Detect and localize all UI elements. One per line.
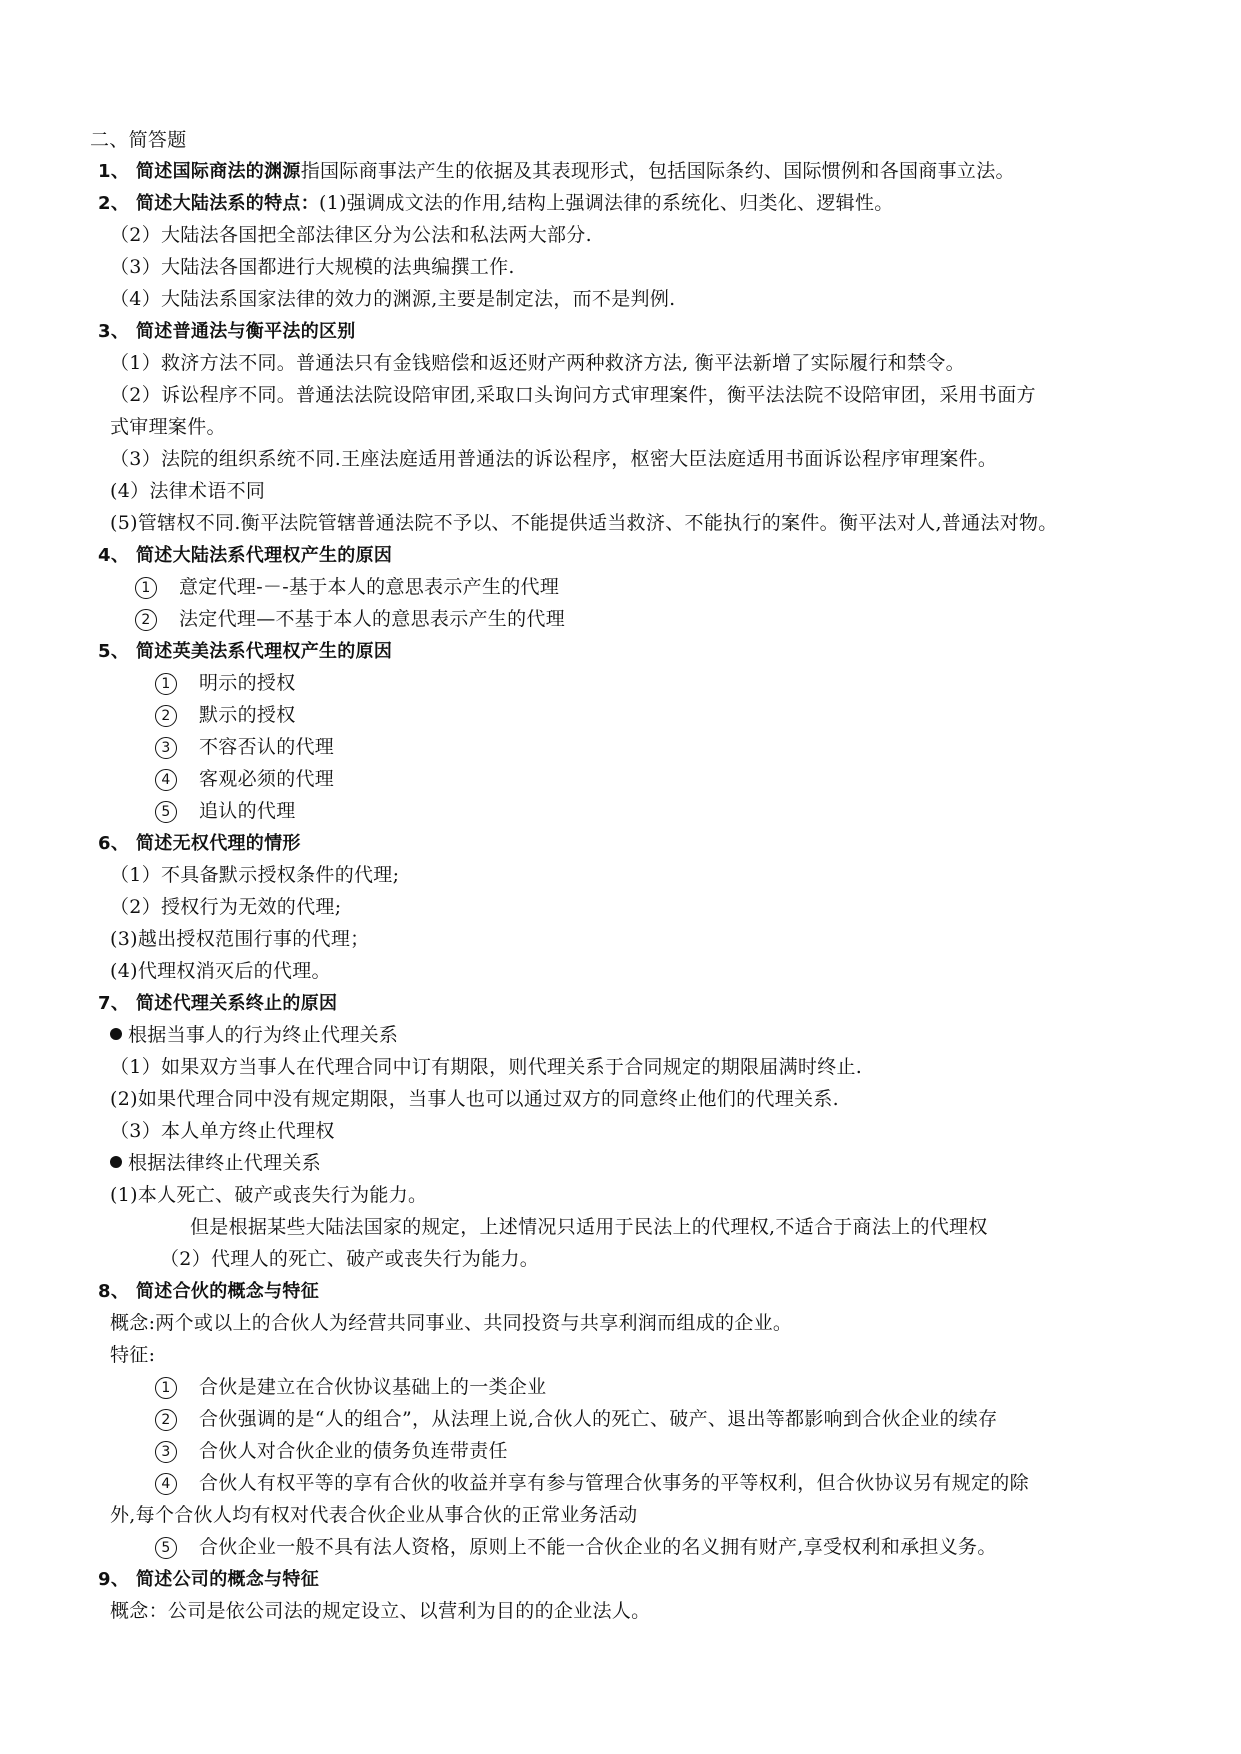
- item-text: 合伙企业一般不具有法人资格，原则上不能一合伙企业的名义拥有财产,享受权利和承担义务。: [199, 1536, 997, 1558]
- answer-point: （4）大陆法系国家法律的效力的渊源,主要是制定法，而不是判例.: [110, 288, 676, 310]
- question-4: [98, 543, 392, 568]
- circled-number: 1: [155, 673, 177, 695]
- question-number: 8、: [98, 1281, 130, 1302]
- list-item: [155, 1439, 508, 1463]
- question-number: 7、: [98, 993, 130, 1014]
- answer-point: (1)本人死亡、破产或丧失行为能力。: [110, 1184, 428, 1206]
- bullet-text: 根据当事人的行为终止代理关系: [128, 1024, 399, 1046]
- list-item: [155, 767, 334, 791]
- list-item: [135, 607, 565, 631]
- item-text: 默示的授权: [199, 704, 296, 726]
- answer-point: (3)越出授权范围行事的代理；: [110, 928, 370, 950]
- answer-point: (4）法律术语不同: [110, 480, 266, 502]
- answer-point: 式审理案件。: [110, 416, 226, 438]
- list-item: [155, 671, 296, 695]
- bullet-text: 根据法律终止代理关系: [128, 1152, 322, 1174]
- circled-number: 3: [155, 1441, 177, 1463]
- circled-number: 5: [155, 801, 177, 823]
- list-item: [155, 1375, 546, 1399]
- answer-point: (5)管辖权不同.衡平法院管辖普通法院不予以、不能提供适当救济、不能执行的案件。衡平法对人,普通法对物。: [110, 512, 1058, 534]
- item-text: 不容否认的代理: [199, 736, 335, 758]
- list-item: [155, 1471, 1029, 1495]
- list-item: [155, 799, 296, 823]
- question-number: 2、: [98, 193, 130, 214]
- circled-number: 4: [155, 769, 177, 791]
- item-text: 追认的代理: [199, 800, 296, 822]
- answer-point: （1）救济方法不同。普通法只有金钱赔偿和返还财产两种救济方法, 衡平法新增了实际履行和禁令。: [110, 352, 965, 374]
- question-number: 1、: [98, 161, 130, 182]
- bullet-heading: [110, 1151, 321, 1175]
- question-title: 简述合伙的概念与特征: [136, 1281, 319, 1302]
- item-text: 明示的授权: [199, 672, 296, 694]
- question-title: 简述大陆法系的特点：: [136, 193, 319, 214]
- circled-number: 3: [155, 737, 177, 759]
- answer-point: (4)代理权消灭后的代理。: [110, 960, 331, 982]
- question-number: 4、: [98, 545, 130, 566]
- question-9: [98, 1567, 319, 1592]
- circled-number: 2: [155, 705, 177, 727]
- circled-number: 1: [135, 577, 157, 599]
- item-text: 法定代理—不基于本人的意思表示产生的代理: [179, 608, 566, 630]
- item-text: 合伙人有权平等的享有合伙的收益并享有参与管理合伙事务的平等权利，但合伙协议另有规定的除: [199, 1472, 1029, 1494]
- answer-point: （1）不具备默示授权条件的代理;: [110, 864, 400, 886]
- question-1: [98, 159, 1015, 184]
- question-title: 简述无权代理的情形: [136, 833, 301, 854]
- circled-number: 1: [155, 1377, 177, 1399]
- circled-number: 5: [155, 1537, 177, 1559]
- question-title: 简述代理关系终止的原因: [136, 993, 338, 1014]
- question-8: [98, 1279, 319, 1304]
- list-item: [135, 575, 559, 599]
- question-title: 简述普通法与衡平法的区别: [136, 321, 356, 342]
- answer-point: （3）本人单方终止代理权: [110, 1120, 335, 1142]
- list-item: [155, 703, 296, 727]
- question-2: [98, 191, 894, 216]
- item-continuation: 外,每个合伙人均有权对代表合伙企业从事合伙的正常业务活动: [110, 1504, 638, 1526]
- circled-number: 2: [135, 609, 157, 631]
- bullet-heading: [110, 1023, 398, 1047]
- answer-point: （3）法院的组织系统不同.王座法庭适用普通法的诉讼程序，枢密大臣法庭适用书面诉讼程序审理案件。: [110, 448, 998, 470]
- question-title: 简述国际商法的渊源: [136, 161, 301, 182]
- answer-point: （3）大陆法各国都进行大规模的法典编撰工作.: [110, 256, 515, 278]
- feature-label: 特征:: [110, 1344, 156, 1366]
- answer-note: 但是根据某些大陆法国家的规定，上述情况只适用于民法上的代理权,不适合于商法上的代理权: [190, 1216, 988, 1238]
- question-title: 简述大陆法系代理权产生的原因: [136, 545, 393, 566]
- question-number: 5、: [98, 641, 130, 662]
- question-number: 9、: [98, 1569, 130, 1590]
- concept-text: 概念：公司是依公司法的规定设立、以营利为目的的企业法人。: [110, 1600, 651, 1622]
- question-title: 简述公司的概念与特征: [136, 1569, 319, 1590]
- list-item: [155, 735, 334, 759]
- item-text: 客观必须的代理: [199, 768, 335, 790]
- item-text: 合伙是建立在合伙协议基础上的一类企业: [199, 1376, 547, 1398]
- question-5: [98, 639, 392, 664]
- answer-point: (2)如果代理合同中没有规定期限，当事人也可以通过双方的同意终止他们的代理关系.: [110, 1088, 839, 1110]
- list-item: [155, 1407, 997, 1431]
- question-6: [98, 831, 301, 856]
- question-title: 简述英美法系代理权产生的原因: [136, 641, 393, 662]
- answer-point: （2）授权行为无效的代理;: [110, 896, 342, 918]
- question-number: 3、: [98, 321, 130, 342]
- question-3: [98, 319, 356, 344]
- item-text: 合伙人对合伙企业的债务负连带责任: [199, 1440, 508, 1462]
- answer-text: (1)强调成文法的作用,结构上强调法律的系统化、归类化、逻辑性。: [319, 192, 894, 214]
- circled-number: 2: [155, 1409, 177, 1431]
- question-number: 6、: [98, 833, 130, 854]
- bullet-icon: [110, 1156, 122, 1168]
- item-text: 意定代理-－-基于本人的意思表示产生的代理: [179, 576, 560, 598]
- bullet-icon: [110, 1028, 122, 1040]
- list-item: [155, 1535, 997, 1559]
- answer-text: 指国际商事法产生的依据及其表现形式，包括国际条约、国际惯例和各国商事立法。: [300, 160, 1015, 182]
- section-title: 二、简答题: [90, 129, 187, 151]
- answer-point: （2）诉讼程序不同。普通法法院设陪审团,采取口头询问方式审理案件，衡平法法院不设陪审团，采用书面方: [110, 384, 1036, 406]
- concept-text: 概念:两个或以上的合伙人为经营共同事业、共同投资与共享利润而组成的企业。: [110, 1312, 793, 1334]
- answer-point: （1）如果双方当事人在代理合同中订有期限，则代理关系于合同规定的期限届满时终止.: [110, 1056, 863, 1078]
- item-text: 合伙强调的是“人的组合”，从法理上说,合伙人的死亡、破产、退出等都影响到合伙企业的续存: [199, 1408, 998, 1430]
- question-7: [98, 991, 337, 1016]
- answer-point: （2）大陆法各国把全部法律区分为公法和私法两大部分.: [110, 224, 592, 246]
- answer-point: （2）代理人的死亡、破产或丧失行为能力。: [160, 1248, 540, 1270]
- circled-number: 4: [155, 1473, 177, 1495]
